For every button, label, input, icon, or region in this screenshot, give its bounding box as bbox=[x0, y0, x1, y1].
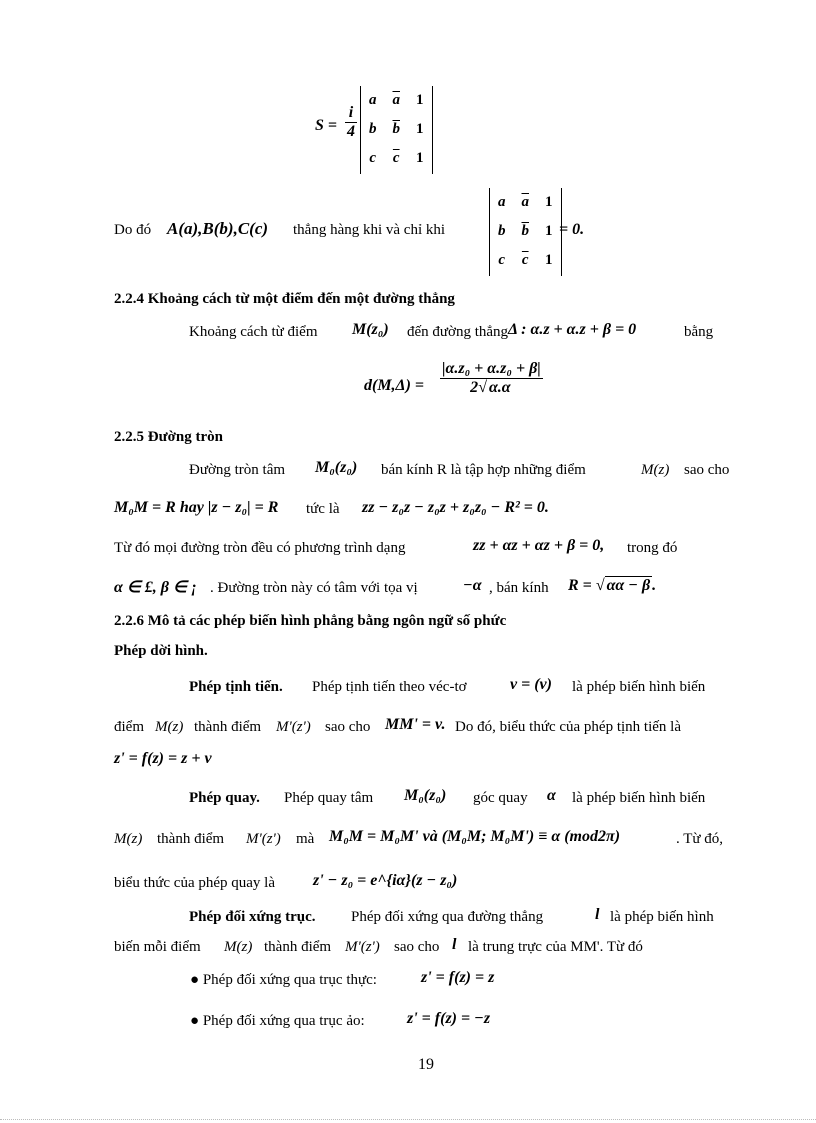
s225-text-a: Đường tròn tâm bbox=[189, 462, 286, 478]
determinant-s bbox=[360, 86, 433, 174]
tinhtien-text-f: Do đó, biểu thức của phép tịnh tiến là bbox=[455, 719, 681, 735]
quay-text-f: . Từ đó, bbox=[676, 831, 724, 847]
s225-eq1: M₀M = R hay |z − z₀| = R bbox=[114, 499, 279, 516]
det-cell: $\overline{a}$ bbox=[392, 92, 400, 108]
distance-lhs: d(M,Δ) = bbox=[364, 377, 425, 394]
s224-line-eq: Δ : α.z + α.z + β = 0 bbox=[508, 321, 637, 338]
bullet-imag-axis: ● Phép đối xứng qua trục ảo: bbox=[190, 1013, 365, 1029]
page-bottom-rule bbox=[0, 1119, 816, 1120]
s225-text-g: . Đường tròn này có tâm với tọa vị bbox=[210, 580, 418, 596]
quay-text-g: biểu thức của phép quay là bbox=[114, 875, 275, 891]
tinhtien-text-a: Phép tịnh tiến theo véc-tơ bbox=[312, 679, 467, 695]
determinant-collinear bbox=[489, 188, 562, 276]
det-cell: 1 bbox=[545, 194, 553, 210]
tinhtien-title: Phép tịnh tiến. bbox=[189, 679, 283, 695]
det-cell: 1 bbox=[416, 150, 424, 166]
quay-title: Phép quay. bbox=[189, 790, 260, 806]
quay-formula: z' − z₀ = e^{iα}(z − z₀) bbox=[313, 872, 458, 889]
s225-point: M(z) bbox=[641, 462, 670, 478]
doixung-text-e: sao cho bbox=[394, 939, 440, 955]
quay-mz: M(z) bbox=[114, 831, 143, 847]
tinhtien-text-b: là phép biến hình biến bbox=[572, 679, 706, 695]
bullet-imag-axis-eq: z' = f(z) = −z bbox=[407, 1010, 491, 1027]
heading-225: 2.2.5 Đường tròn bbox=[114, 429, 223, 445]
quay-text-b: góc quay bbox=[473, 790, 528, 806]
doixung-text-c: biến mỗi điểm bbox=[114, 939, 201, 955]
det-cell: 1 bbox=[416, 92, 424, 108]
quay-text-d: thành điểm bbox=[157, 831, 225, 847]
s225-text-h: , bán kính bbox=[489, 580, 549, 596]
tinhtien-text-c: điểm bbox=[114, 719, 144, 735]
tinhtien-vec-eq: MM' = v. bbox=[385, 716, 446, 733]
collinear-points: A(a),B(b),C(c) bbox=[167, 219, 269, 238]
quay-center: M₀(z₀) bbox=[404, 787, 447, 804]
det-cell: 1 bbox=[545, 223, 553, 239]
quay-alpha: α bbox=[547, 787, 556, 804]
doixung-text-d: thành điểm bbox=[264, 939, 332, 955]
doixung-mz: M(z) bbox=[224, 939, 253, 955]
s225-center: M₀(z₀) bbox=[315, 459, 358, 476]
det-cell: 1 bbox=[545, 252, 553, 268]
doixung-text-a: Phép đối xứng qua đường thẳng bbox=[351, 909, 544, 925]
doixung-line-2: l bbox=[452, 936, 457, 953]
formula-s-fraction: $\frac{i}{4}$ bbox=[347, 104, 355, 140]
collinear-prefix: Do đó bbox=[114, 222, 152, 238]
det-cell: c bbox=[369, 150, 377, 166]
s225-cond: α ∈ £, β ∈ ¡ bbox=[114, 579, 198, 596]
quay-text-a: Phép quay tâm bbox=[284, 790, 374, 806]
s225-text-f: trong đó bbox=[627, 540, 678, 556]
quay-text-e: mà bbox=[296, 831, 315, 847]
subheading-doi-hinh: Phép dời hình. bbox=[114, 643, 208, 659]
det-cell: a bbox=[369, 92, 377, 108]
det-cell: c bbox=[498, 252, 506, 268]
bullet-real-axis: ● Phép đối xứng qua trục thực: bbox=[190, 972, 377, 988]
tinhtien-text-d: thành điểm bbox=[194, 719, 262, 735]
det-cell: $\overline{b}$ bbox=[521, 223, 529, 239]
s225-text-b: bán kính R là tập hợp những điểm bbox=[381, 462, 586, 478]
quay-text-c: là phép biến hình biến bbox=[572, 790, 706, 806]
s225-center-coord: −α bbox=[463, 577, 482, 594]
det-cell: b bbox=[369, 121, 377, 137]
tinhtien-mz: M(z) bbox=[155, 719, 184, 735]
det-cell: a bbox=[498, 194, 506, 210]
s225-text-c: sao cho bbox=[684, 462, 730, 478]
quay-mpz: M'(z') bbox=[246, 831, 281, 847]
formula-s-lhs: S = bbox=[315, 117, 338, 134]
s225-radius: R = √ αα − β . bbox=[568, 577, 657, 594]
doixung-line: l bbox=[595, 906, 600, 923]
s225-eq3: zz + αz + αz + β = 0, bbox=[473, 537, 605, 554]
s225-eq2: zz − z₀z − z₀z + z₀z₀ − R² = 0. bbox=[362, 499, 549, 516]
doixung-title: Phép đối xứng trục. bbox=[189, 909, 316, 925]
tinhtien-vector: v = (v) bbox=[510, 676, 552, 693]
collinear-middle: thẳng hàng khi và chỉ khi bbox=[293, 222, 446, 238]
heading-224: 2.2.4 Khoảng cách từ một điểm đến một đường thẳng bbox=[114, 291, 455, 307]
s225-text-d: tức là bbox=[306, 501, 340, 517]
s224-text-c: bằng bbox=[684, 324, 714, 340]
distance-fraction: $\frac{\text{|α.z₀ + α.z₀ + β|}}{2√ \alpha.\alpha}$ bbox=[442, 360, 541, 396]
doixung-mpz: M'(z') bbox=[345, 939, 380, 955]
s225-text-e: Từ đó mọi đường tròn đều có phương trình dạng bbox=[114, 540, 406, 556]
det-cell: $\overline{b}$ bbox=[392, 121, 400, 137]
quay-eq: M₀M = M₀M' và (M₀M; M₀M') ≡ α (mod2π) bbox=[329, 828, 621, 845]
det-cell: b bbox=[498, 223, 506, 239]
doixung-text-f: là trung trực của MM'. Từ đó bbox=[468, 939, 643, 955]
bullet-icon: ● bbox=[190, 972, 200, 988]
det-cell: $\overline{a}$ bbox=[521, 194, 529, 210]
tinhtien-text-e: sao cho bbox=[325, 719, 371, 735]
tinhtien-mpz: M'(z') bbox=[276, 719, 311, 735]
doixung-text-b: là phép biến hình bbox=[610, 909, 714, 925]
det-cell: $\overline{c}$ bbox=[392, 150, 400, 166]
page-number: 19 bbox=[418, 1056, 434, 1073]
s224-text-b: đến đường thẳng bbox=[407, 324, 509, 340]
s224-point: M(z₀) bbox=[352, 321, 389, 338]
heading-226: 2.2.6 Mô tả các phép biến hình phẳng bằng ngôn ngữ số phức bbox=[114, 613, 507, 629]
bullet-icon: ● bbox=[190, 1013, 200, 1029]
det-cell: 1 bbox=[416, 121, 424, 137]
det-cell: $\overline{c}$ bbox=[521, 252, 529, 268]
collinear-rhs: = 0. bbox=[559, 221, 585, 238]
s224-text-a: Khoảng cách từ điểm bbox=[189, 324, 318, 340]
bullet-real-axis-eq: z' = f(z) = z bbox=[421, 969, 495, 986]
tinhtien-formula: z' = f(z) = z + v bbox=[114, 750, 212, 767]
